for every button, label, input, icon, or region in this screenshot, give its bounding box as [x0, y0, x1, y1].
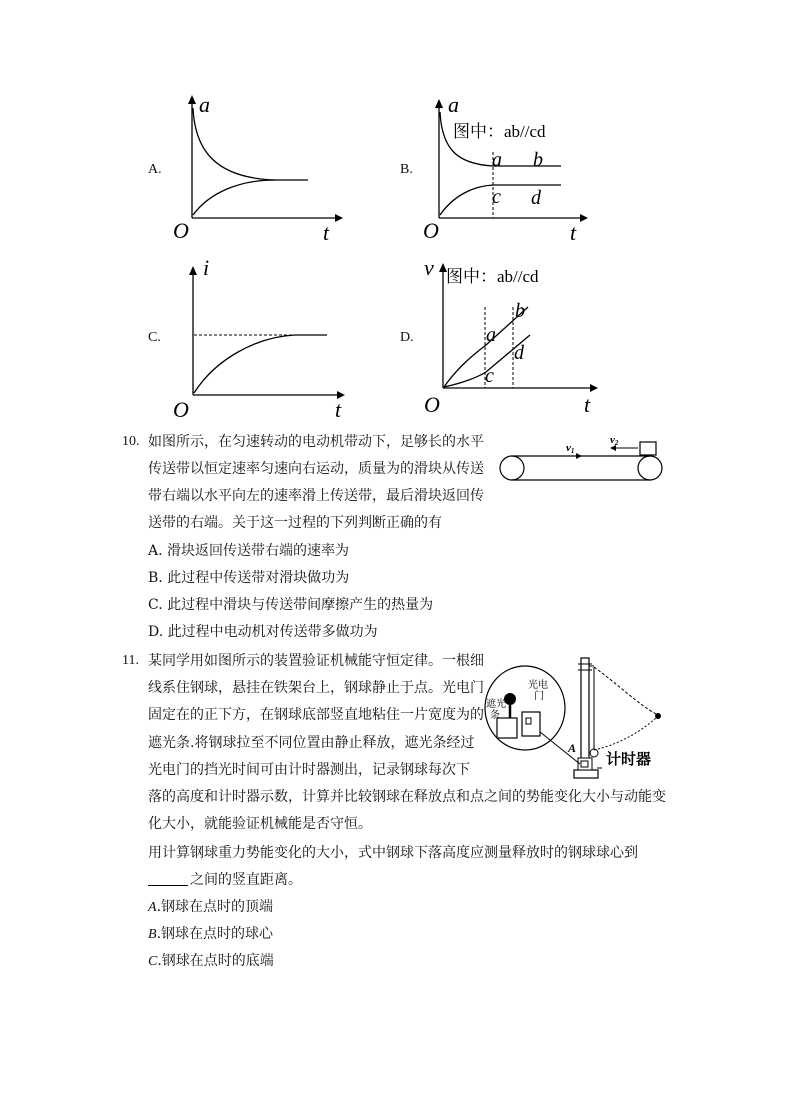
graph-c-ylabel: i	[203, 255, 210, 280]
graph-a-ylabel: a	[199, 92, 210, 117]
svg-text:v1: v1	[566, 442, 575, 455]
q11-blank-tail: 之间的竖直距离。	[190, 872, 302, 888]
q11-line-2: 线系住钢球，悬挂在铁架台上，钢球静止于点。光电门	[148, 680, 484, 696]
graph-b-label-c: c	[492, 186, 501, 208]
q11-line-7: 化大小，就能验证机械能是否守恒。	[148, 816, 372, 832]
q11-line-5: 光电门的挡光时间可由计时器测出，记录钢球每次下	[148, 762, 470, 778]
graph-b-label-a: a	[492, 149, 502, 171]
option-b-letter: B.	[400, 162, 413, 177]
q10-option-b: B. 此过程中传送带对滑块做功为	[148, 570, 350, 586]
graph-d-label-a: a	[486, 324, 496, 346]
graph-b-origin: O	[423, 218, 439, 243]
graph-d-origin: O	[424, 392, 440, 417]
graph-d-caption: 图中：ab//cd	[446, 267, 539, 286]
option-a-letter: A.	[148, 162, 162, 177]
graph-d-xlabel: t	[584, 392, 591, 417]
q10-option-c: C. 此过程中滑块与传送带间摩擦产生的热量为	[148, 597, 434, 613]
q11-line-4: 遮光条.将钢球拉至不同位置由静止释放，遮光条经过	[148, 735, 475, 751]
timer-label: 计时器	[606, 752, 652, 768]
graph-b-label-d: d	[531, 187, 541, 209]
graph-c	[165, 255, 355, 420]
q11-line-8: 用计算钢球重力势能变化的大小，式中钢球下落高度应测量释放时的钢球球心到	[148, 845, 638, 861]
graph-c-xlabel: t	[335, 397, 342, 420]
graph-b-caption: 图中：ab//cd	[453, 122, 546, 141]
graph-b	[418, 90, 598, 245]
q10-line-1: 如图所示，在匀速转动的电动机带动下，足够长的水平	[148, 434, 484, 450]
shade-strip-label: 遮光条	[486, 699, 506, 721]
graph-b-label-b: b	[533, 149, 543, 171]
pendulum-apparatus-figure	[480, 652, 670, 782]
point-a-label: A	[568, 741, 577, 755]
q10-option-a: A. 滑块返回传送带右端的速率为	[148, 543, 350, 559]
q10-option-d: D. 此过程中电动机对传送带多做功为	[148, 624, 378, 640]
graph-b-xlabel: t	[570, 220, 577, 245]
q11-option-b: B.钢球在点时的球心	[148, 926, 274, 942]
graph-a	[165, 90, 345, 245]
graph-a-xlabel: t	[323, 220, 330, 245]
graph-c-origin: O	[173, 397, 189, 420]
graph-a-origin: O	[173, 218, 189, 243]
graph-d-label-d: d	[514, 342, 524, 364]
graph-d	[418, 255, 608, 420]
graph-d-label-b: b	[515, 300, 525, 322]
svg-text:v2: v2	[610, 434, 619, 447]
v2-label: v	[610, 434, 615, 446]
photogate-label: 光电门	[528, 680, 548, 702]
q11-answer-blank	[148, 885, 188, 886]
graph-d-ylabel: v	[424, 255, 434, 280]
q10-line-3: 带右端以水平向左的速率滑上传送带，最后滑块返回传	[148, 488, 484, 504]
option-c-letter: C.	[148, 330, 161, 345]
q11-option-a: A.钢球在点时的顶端	[148, 899, 274, 915]
graph-b-ylabel: a	[448, 92, 459, 117]
option-d-letter: D.	[400, 330, 414, 345]
q11-number: 11.	[122, 653, 139, 668]
v1-label: v	[566, 442, 571, 454]
q11-line-1: 某同学用如图所示的装置验证机械能守恒定律。一根细	[148, 653, 484, 669]
q10-line-2: 传送带以恒定速率匀速向右运动，质量为的滑块从传送	[148, 461, 484, 477]
q10-line-4: 送带的右端。关于这一过程的下列判断正确的有	[148, 515, 442, 531]
q11-line-6: 落的高度和计时器示数，计算并比较钢球在释放点和点之间的势能变化大小与动能变	[148, 789, 666, 805]
q10-number: 10.	[122, 434, 140, 449]
graph-d-label-c: c	[485, 365, 494, 387]
q11-option-c: C.钢球在点时的底端	[148, 953, 274, 969]
q11-line-3: 固定在的正下方，在钢球底部竖直地粘住一片宽度为的	[148, 707, 484, 723]
conveyor-figure	[498, 430, 673, 485]
